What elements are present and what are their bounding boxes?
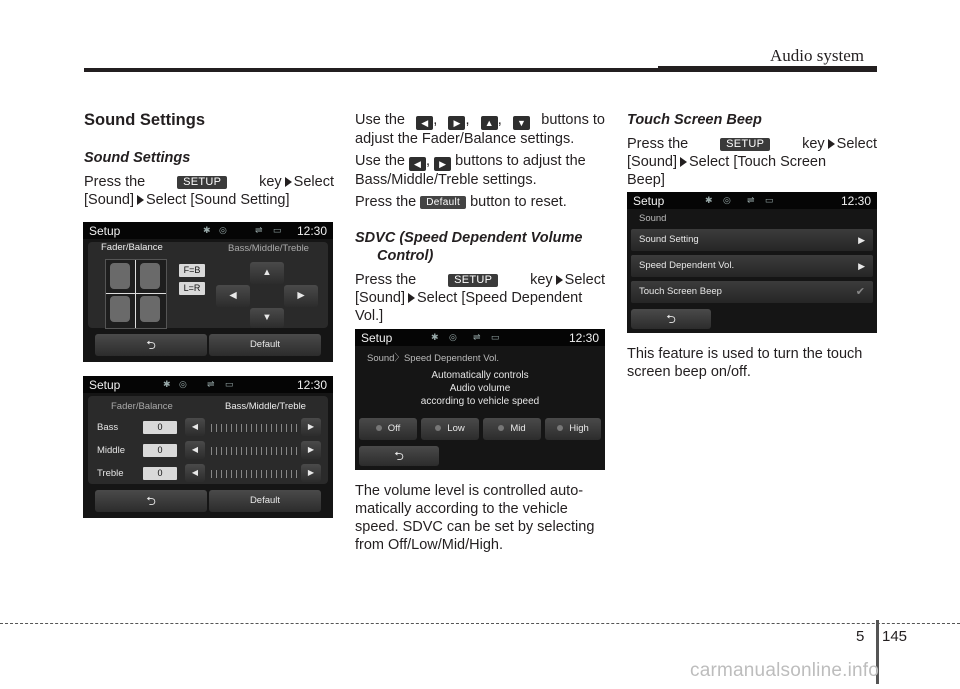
arrow-right-icon bbox=[556, 275, 563, 285]
eq-label-middle: Middle bbox=[97, 445, 125, 456]
option-mid[interactable]: Mid bbox=[483, 418, 541, 440]
breadcrumb: Sound〉Speed Dependent Vol. bbox=[367, 353, 500, 364]
usb-icon: ⇌ bbox=[747, 195, 755, 205]
battery-icon: ▭ bbox=[273, 225, 282, 235]
beep-description: This feature is used to turn the touch screen beep on/off. bbox=[627, 346, 863, 380]
up-arrow-icon: ▲ bbox=[481, 116, 498, 130]
subheading-sound-settings: Sound Settings bbox=[84, 150, 191, 166]
screen-clock: 12:30 bbox=[296, 378, 327, 392]
seat-icon bbox=[140, 296, 160, 322]
watermark: carmanualsonline.info bbox=[690, 660, 880, 681]
header-rule-thick bbox=[658, 66, 877, 72]
balance-line bbox=[135, 260, 136, 328]
bluetooth-icon: ✱ bbox=[163, 379, 171, 389]
bass-slider[interactable] bbox=[211, 424, 297, 432]
seat-map bbox=[105, 259, 167, 329]
setup-key: SETUP bbox=[177, 176, 227, 189]
reset-instruction: Press the Default button to reset. bbox=[355, 194, 567, 210]
menu-item-sound-setting[interactable]: Sound Setting ▶ bbox=[631, 229, 873, 251]
screen-title: Setup bbox=[361, 331, 393, 345]
seat-icon bbox=[110, 296, 130, 322]
balance-badge: L=R bbox=[179, 282, 205, 295]
middle-column bbox=[355, 111, 605, 325]
setup-key: SETUP bbox=[720, 138, 770, 151]
right-column bbox=[627, 111, 877, 189]
radio-icon bbox=[435, 425, 441, 431]
tab-bass-middle-treble[interactable]: Bass/Middle/Treble bbox=[228, 243, 309, 254]
heading-sdvc: SDVC (Speed Dependent Volume Control) bbox=[355, 230, 583, 264]
arrow-right-icon bbox=[285, 177, 292, 187]
bluetooth-icon: ✱ bbox=[431, 332, 439, 342]
tab-fader-balance[interactable]: Fader/Balance bbox=[111, 401, 173, 412]
menu-item-touch-screen-beep[interactable]: Touch Screen Beep ✔ bbox=[631, 281, 873, 303]
right-arrow-icon: ▶ bbox=[448, 116, 465, 130]
arrow-right-icon bbox=[828, 139, 835, 149]
screen-clock: 12:30 bbox=[840, 194, 871, 208]
sdvc-instruction-line2: [Sound] Select [Speed Dependent bbox=[355, 290, 583, 306]
battery-icon: ▭ bbox=[765, 195, 774, 205]
treble-slider[interactable] bbox=[211, 470, 297, 478]
option-high[interactable]: High bbox=[545, 418, 601, 440]
fader-instruction-line2: adjust the Fader/Balance settings. bbox=[355, 131, 575, 147]
screen-speed-dependent-vol bbox=[355, 329, 605, 470]
disc-icon: ◎ bbox=[179, 379, 187, 389]
radio-icon bbox=[557, 425, 563, 431]
tab-fader-balance[interactable]: Fader/Balance bbox=[101, 242, 163, 253]
down-arrow-icon: ▼ bbox=[513, 116, 530, 130]
tab-bass-middle-treble[interactable]: Bass/Middle/Treble bbox=[225, 401, 306, 412]
up-button[interactable]: ▲ bbox=[250, 262, 284, 284]
middle-increase-button[interactable]: ▶ bbox=[301, 441, 321, 459]
chevron-right-icon: ▶ bbox=[858, 235, 865, 245]
instruction-line2: [Sound] Select [Sound Setting] bbox=[84, 192, 290, 208]
bass-decrease-button[interactable]: ◀ bbox=[185, 418, 205, 436]
eq-label-bass: Bass bbox=[97, 422, 119, 433]
left-button[interactable]: ◀ bbox=[216, 285, 250, 307]
disc-icon: ◎ bbox=[723, 195, 731, 205]
setup-key: SETUP bbox=[448, 274, 498, 287]
disc-icon: ◎ bbox=[449, 332, 457, 342]
battery-icon: ▭ bbox=[491, 332, 500, 342]
sdvc-instruction-line1: Press the SETUP key Select bbox=[355, 272, 605, 288]
usb-icon: ⇌ bbox=[255, 225, 263, 235]
check-icon: ✔ bbox=[855, 286, 865, 298]
sdvc-instruction-line3: Vol.] bbox=[355, 308, 384, 324]
sdvc-message: Automatically controls Audio volume according to vehicle speed bbox=[420, 370, 540, 407]
footer-rule bbox=[0, 623, 960, 624]
menu-item-speed-dependent-vol[interactable]: Speed Dependent Vol. ▶ bbox=[631, 255, 873, 277]
header-rule bbox=[84, 68, 658, 72]
chevron-right-icon: ▶ bbox=[858, 261, 865, 271]
eq-value-treble: 0 bbox=[143, 467, 177, 480]
fader-line bbox=[106, 293, 166, 294]
usb-icon: ⇌ bbox=[207, 379, 215, 389]
beep-instruction-line1: Press the SETUP key Select bbox=[627, 136, 877, 152]
back-button[interactable]: ⮌ bbox=[95, 334, 207, 356]
bluetooth-icon: ✱ bbox=[705, 195, 713, 205]
eq-instruction-line2: Bass/Middle/Treble settings. bbox=[355, 172, 537, 188]
default-button[interactable]: Default bbox=[209, 334, 321, 356]
radio-icon bbox=[498, 425, 504, 431]
default-key: Default bbox=[420, 196, 466, 209]
left-column bbox=[84, 111, 334, 209]
section-title: Audio system bbox=[770, 46, 864, 65]
arrow-right-icon bbox=[137, 195, 144, 205]
usb-icon: ⇌ bbox=[473, 332, 481, 342]
fader-instruction-line1: Use the ◀ , ▶ , ▲ , ▼ buttons to bbox=[355, 112, 605, 128]
bass-increase-button[interactable]: ▶ bbox=[301, 418, 321, 436]
heading-sound-settings: Sound Settings bbox=[84, 111, 205, 129]
disc-icon: ◎ bbox=[219, 225, 227, 235]
option-low[interactable]: Low bbox=[421, 418, 479, 440]
seat-icon bbox=[140, 263, 160, 289]
back-button[interactable]: ⮌ bbox=[631, 309, 711, 329]
heading-touch-screen-beep: Touch Screen Beep bbox=[627, 112, 762, 128]
screen-clock: 12:30 bbox=[296, 224, 327, 238]
sdvc-description: The volume level is controlled auto- matically according to the vehicle speed. SDVC can be set by selecting from Off/Low/Mid/High. bbox=[355, 483, 595, 553]
default-button[interactable]: Default bbox=[209, 490, 321, 512]
eq-label-treble: Treble bbox=[97, 468, 124, 479]
back-button[interactable]: ⮌ bbox=[359, 446, 439, 466]
middle-decrease-button[interactable]: ◀ bbox=[185, 441, 205, 459]
treble-decrease-button[interactable]: ◀ bbox=[185, 464, 205, 482]
treble-increase-button[interactable]: ▶ bbox=[301, 464, 321, 482]
left-arrow-icon: ◀ bbox=[409, 157, 426, 171]
screen-bass-middle-treble bbox=[83, 376, 333, 518]
right-arrow-icon: ▶ bbox=[434, 157, 451, 171]
option-off[interactable]: Off bbox=[359, 418, 417, 440]
bluetooth-icon: ✱ bbox=[203, 225, 211, 235]
screen-title: Setup bbox=[633, 194, 665, 208]
beep-instruction-line2: [Sound] Select [Touch Screen bbox=[627, 154, 827, 170]
section-label: Sound bbox=[639, 213, 667, 224]
eq-value-middle: 0 bbox=[143, 444, 177, 457]
left-arrow-icon: ◀ bbox=[416, 116, 433, 130]
middle-slider[interactable] bbox=[211, 447, 297, 455]
screen-sound-menu bbox=[627, 192, 877, 333]
screen-fader-balance bbox=[83, 222, 333, 362]
chapter-number: 5 bbox=[856, 628, 865, 645]
eq-instruction-line1: Use the ◀ , ▶ buttons to adjust the bbox=[355, 153, 586, 169]
seat-icon bbox=[110, 263, 130, 289]
beep-instruction-line3: Beep] bbox=[627, 172, 665, 188]
fader-badge: F=B bbox=[179, 264, 205, 277]
page-number: 145 bbox=[882, 628, 908, 645]
eq-value-bass: 0 bbox=[143, 421, 177, 434]
instruction-line1: Press the SETUP key Select bbox=[84, 174, 334, 190]
screen-title: Setup bbox=[89, 224, 121, 238]
radio-icon bbox=[376, 425, 382, 431]
screen-clock: 12:30 bbox=[568, 331, 599, 345]
arrow-right-icon bbox=[680, 157, 687, 167]
screen-title: Setup bbox=[89, 378, 121, 392]
battery-icon: ▭ bbox=[225, 379, 234, 389]
down-button[interactable]: ▼ bbox=[250, 308, 284, 328]
right-button[interactable]: ▶ bbox=[284, 285, 318, 307]
back-button[interactable]: ⮌ bbox=[95, 490, 207, 512]
arrow-right-icon bbox=[408, 293, 415, 303]
